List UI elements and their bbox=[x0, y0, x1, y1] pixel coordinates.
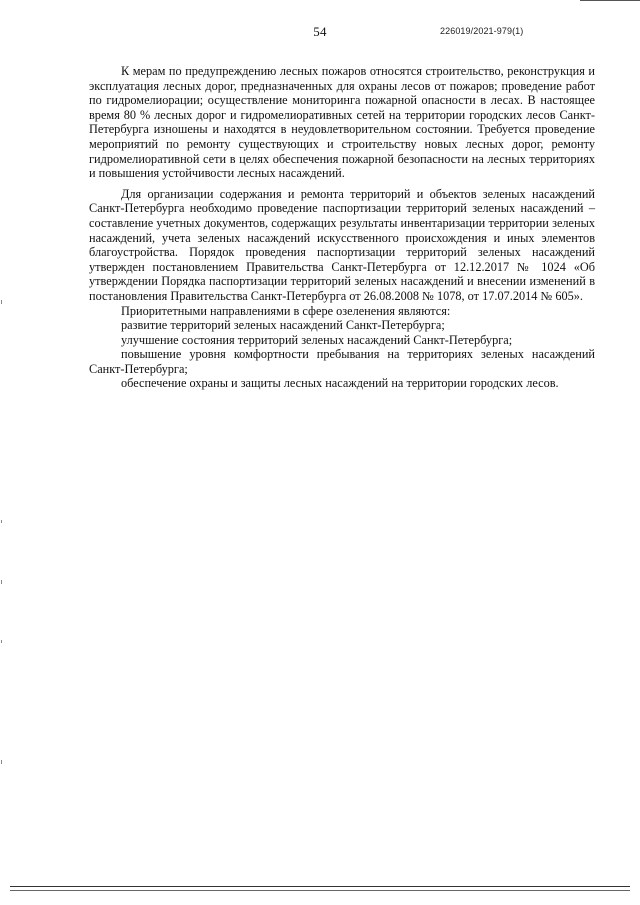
list-item-comfort: повышение уровня комфортности пребывания на территориях зеленых насаждений Санкт-Петербурга; bbox=[89, 347, 595, 376]
list-item-development: развитие территорий зеленых насаждений Санкт-Петербурга; bbox=[121, 318, 445, 333]
bottom-rule bbox=[10, 886, 630, 887]
document-body bbox=[89, 64, 595, 391]
list-item-improvement: улучшение состояния территорий зеленых насаждений Санкт-Петербурга; bbox=[121, 332, 513, 347]
page-number: 54 bbox=[313, 24, 327, 39]
bottom-rule-secondary bbox=[10, 890, 630, 891]
top-edge-line bbox=[580, 0, 640, 1]
paragraph-priorities-intro: Приоритетными направлениями в сфере озеленения являются: bbox=[121, 303, 451, 318]
scan-mark bbox=[1, 640, 2, 643]
list-item-forest-protection: обеспечение охраны и защиты лесных насаждений на территории городских лесов. bbox=[121, 376, 559, 391]
scan-mark bbox=[1, 580, 2, 584]
scan-mark bbox=[1, 520, 2, 523]
paragraph-passportization: Для организации содержания и ремонта территорий и объектов зеленых насаждений Санкт-Петербурга необходимо проведение паспортизации территорий зеленых насаждений – составление учетных документов, содержащих результаты инвентаризации территории зеленых насаждений, учета зеленых насаждений искусственного происхождения и иных элементов благоустройства. Порядок проведения паспортизации территорий зеленых насаждений утвержден постановлением Правительства Санкт-Петербурга от 12.12.2017 № 1024 «Об утверждении Порядка паспортизации территорий зеленых насаждений и внесении изменений в постановления Правительства Санкт-Петербурга от 26.08.2008 № 1078, от 17.07.2014 № 605». bbox=[89, 186, 595, 303]
scan-mark bbox=[1, 300, 2, 304]
document-registration-code: 226019/2021-979(1) bbox=[440, 26, 524, 36]
paragraph-fire-prevention: К мерам по предупреждению лесных пожаров относятся строительство, реконструкция и эксплуатация лесных дорог, предназначенных для охраны лесов от пожаров; проведение работ по гидромелиорации; осуществление мониторинга пожарной опасности в лесах. В настоящее время 80 % лесных дорог и гидромелиоративных сетей на территории городских лесов Санкт-Петербурга изношены и находятся в неудовлетворительном состоянии. Требуется проведение мероприятий по ремонту существующих и строительству новых лесных дорог, ремонту гидромелиоративной сети в целях обеспечения пожарной безопасности на лесных территориях и повышения устойчивости лесных насаждений. bbox=[89, 64, 595, 181]
scan-mark bbox=[1, 760, 2, 764]
